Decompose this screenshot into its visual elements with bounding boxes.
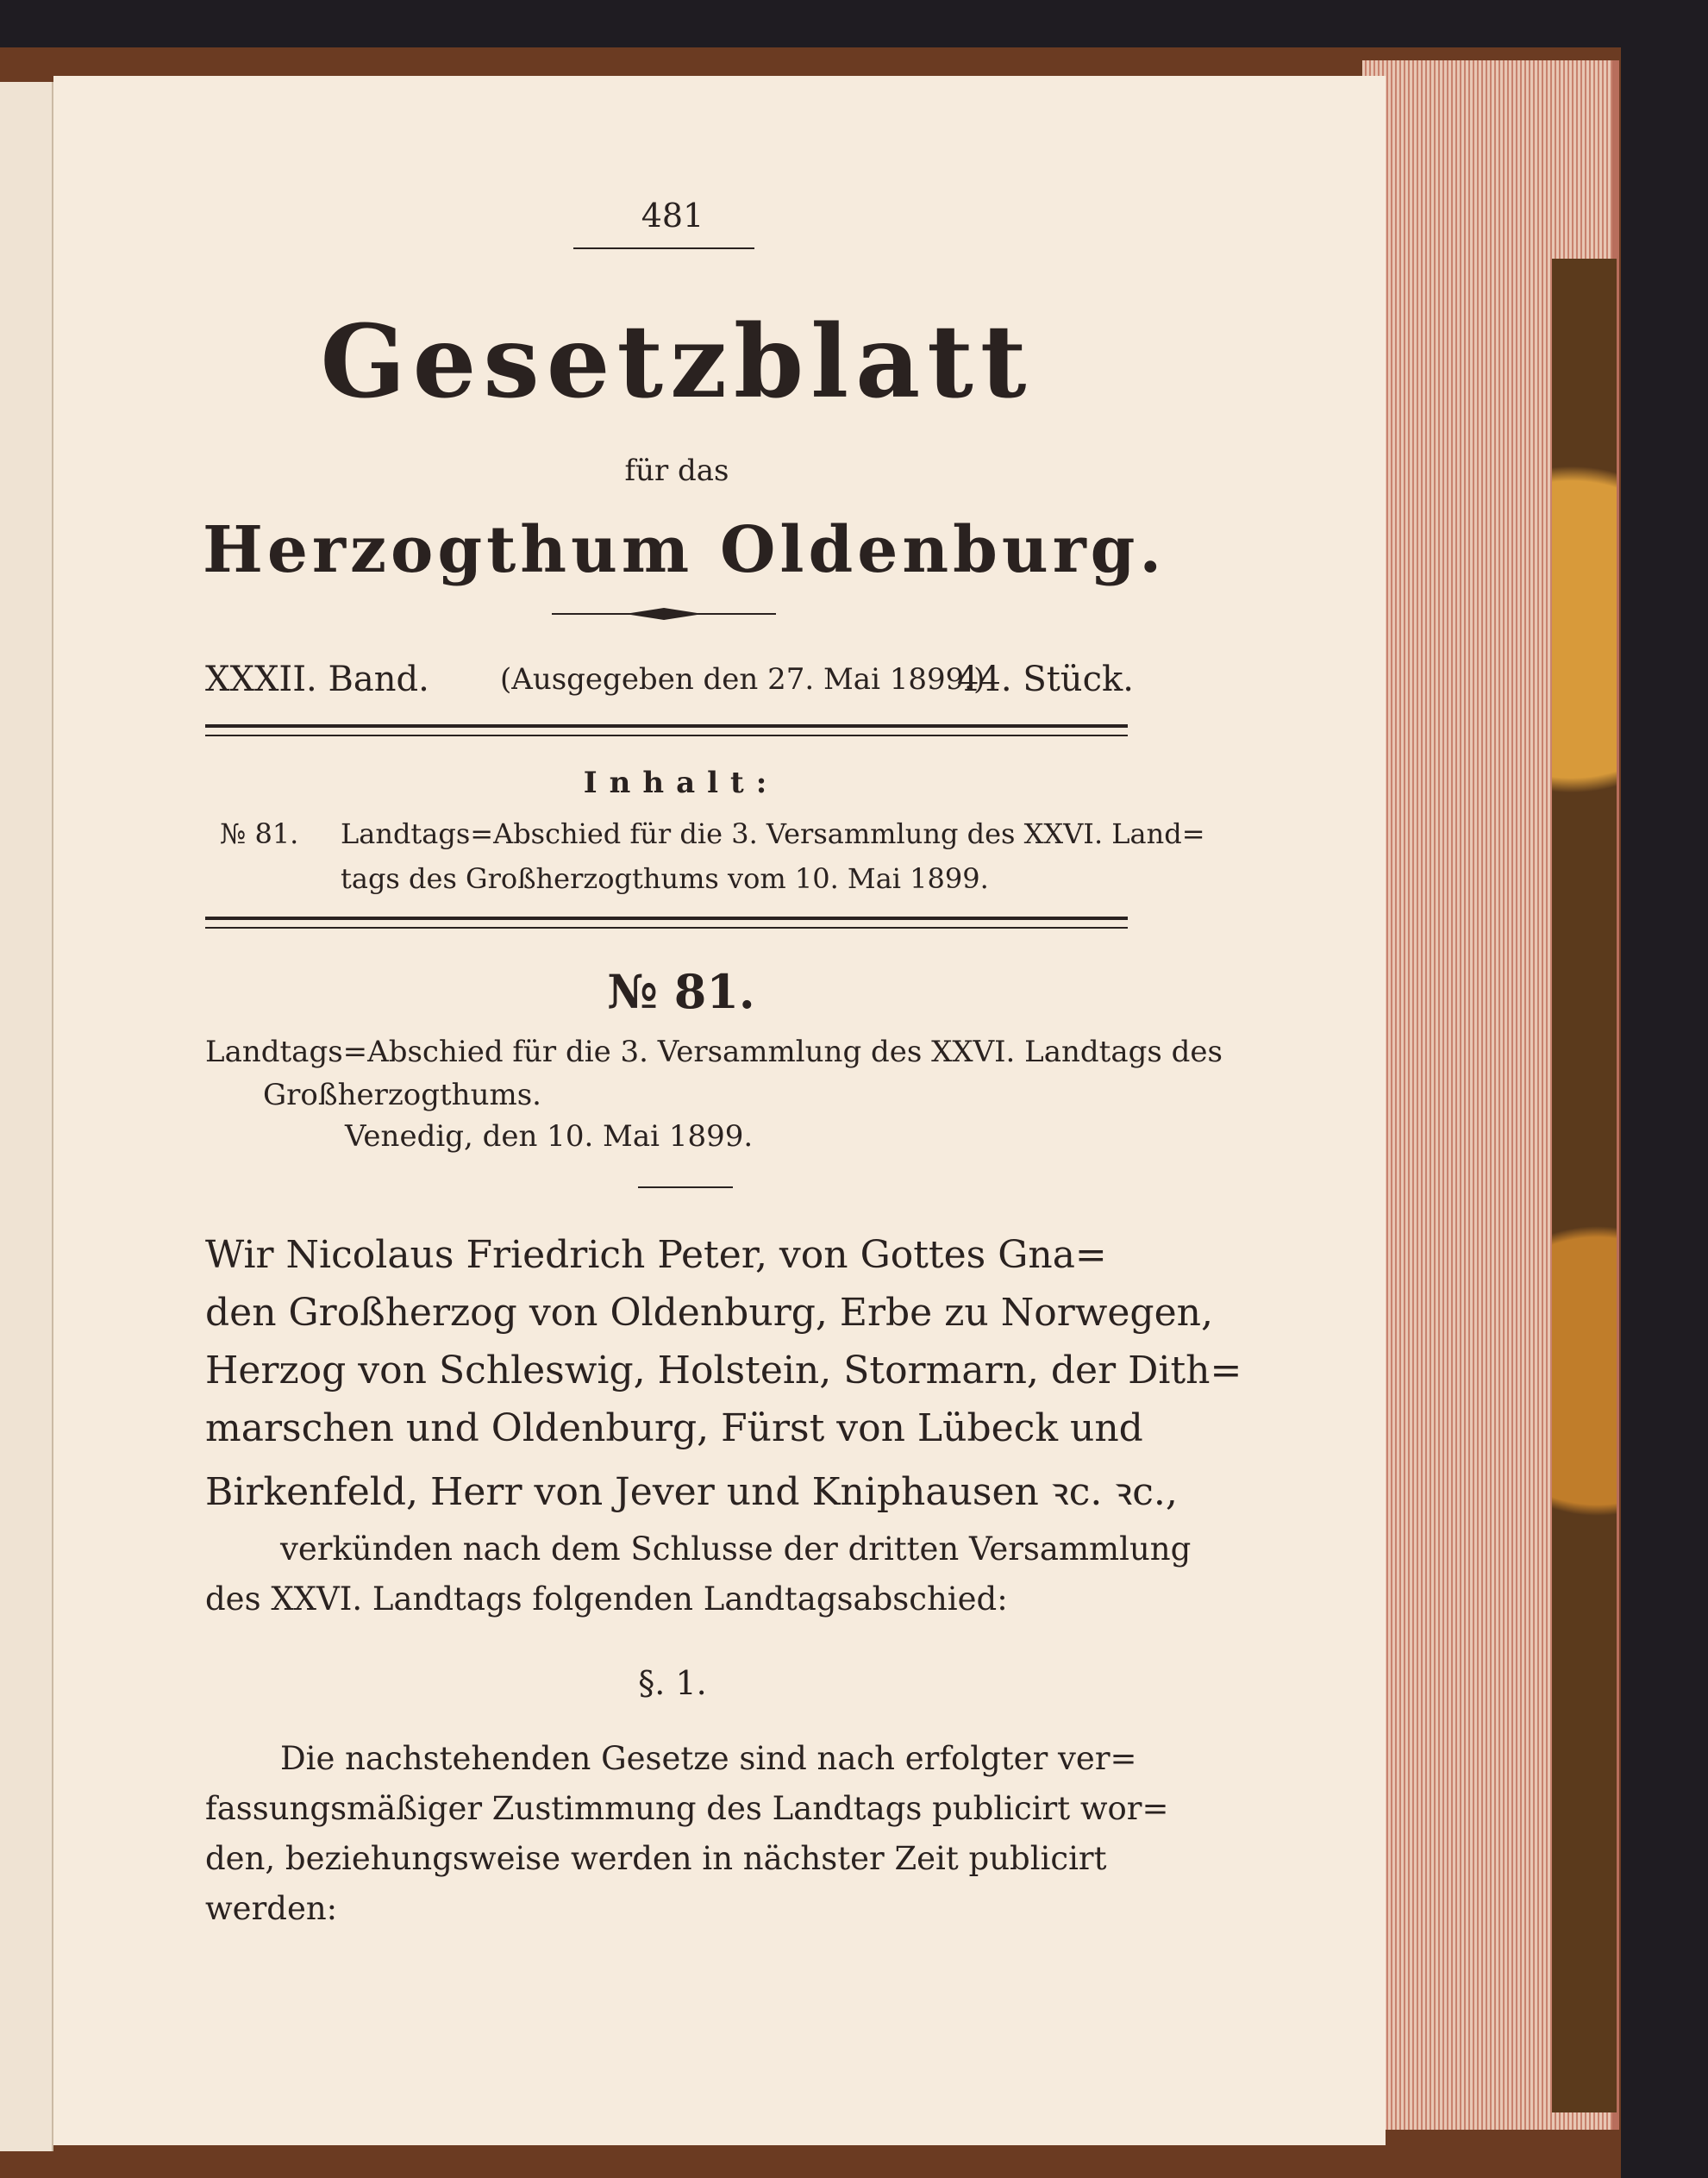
body-line: werden:	[205, 1890, 338, 1927]
contents-entry-line: tags des Großherzogthums vom 10. Mai 1899.	[341, 862, 989, 895]
masthead-subtitle: für das	[624, 454, 729, 488]
law-number-heading: № 81.	[607, 964, 755, 1019]
double-rule-top-thin	[205, 735, 1128, 736]
body-line: fassungsmäßiger Zustimmung des Landtags publicirt wor=	[205, 1790, 1169, 1827]
issue-date: (Ausgegeben den 27. Mai 1899.)	[500, 662, 985, 697]
double-rule-bottom	[205, 917, 1128, 920]
contents-entry-number: № 81.	[220, 817, 299, 850]
law-title-line: Landtags=Abschied für die 3. Versammlung des XXVI. Landtags des	[205, 1035, 1223, 1069]
page-number: 481	[641, 197, 704, 235]
contents-heading: Inhalt:	[583, 766, 779, 800]
body-line: Die nachstehenden Gesetze sind nach erfolgter ver=	[280, 1740, 1137, 1777]
body-line: Wir Nicolaus Friedrich Peter, von Gottes Gna=	[205, 1233, 1107, 1277]
page-number-rule	[573, 247, 754, 249]
issue-number: 44. Stück.	[957, 660, 1134, 699]
section-heading: §. 1.	[638, 1664, 707, 1702]
law-header-rule	[638, 1186, 733, 1188]
double-rule-top	[205, 724, 1128, 728]
body-line: verkünden nach dem Schlusse der dritten Versammlung	[280, 1530, 1192, 1568]
masthead-region: Herzogthum Oldenburg.	[203, 513, 1167, 587]
body-line: Birkenfeld, Herr von Jever und Kniphausen ꝛc. ꝛc.,	[205, 1470, 1178, 1514]
body-line: den Großherzog von Oldenburg, Erbe zu Norwegen,	[205, 1291, 1213, 1335]
law-place-date: Venedig, den 10. Mai 1899.	[345, 1119, 754, 1154]
law-title-line: Großherzogthums.	[263, 1078, 541, 1112]
masthead-title: Gesetzblatt	[320, 304, 1034, 421]
body-line: Herzog von Schleswig, Holstein, Stormarn, der Dith=	[205, 1349, 1242, 1393]
volume-label: XXXII. Band.	[205, 660, 429, 699]
body-line: marschen und Oldenburg, Fürst von Lübeck und	[205, 1406, 1143, 1450]
contents-entry-line: Landtags=Abschied für die 3. Versammlung des XXVI. Land=	[341, 817, 1205, 850]
body-line: des XXVI. Landtags folgenden Landtagsabschied:	[205, 1580, 1008, 1618]
body-line: den, beziehungsweise werden in nächster Zeit publicirt	[205, 1840, 1107, 1877]
ornament-rule	[552, 604, 776, 624]
double-rule-bottom-thin	[205, 927, 1128, 929]
